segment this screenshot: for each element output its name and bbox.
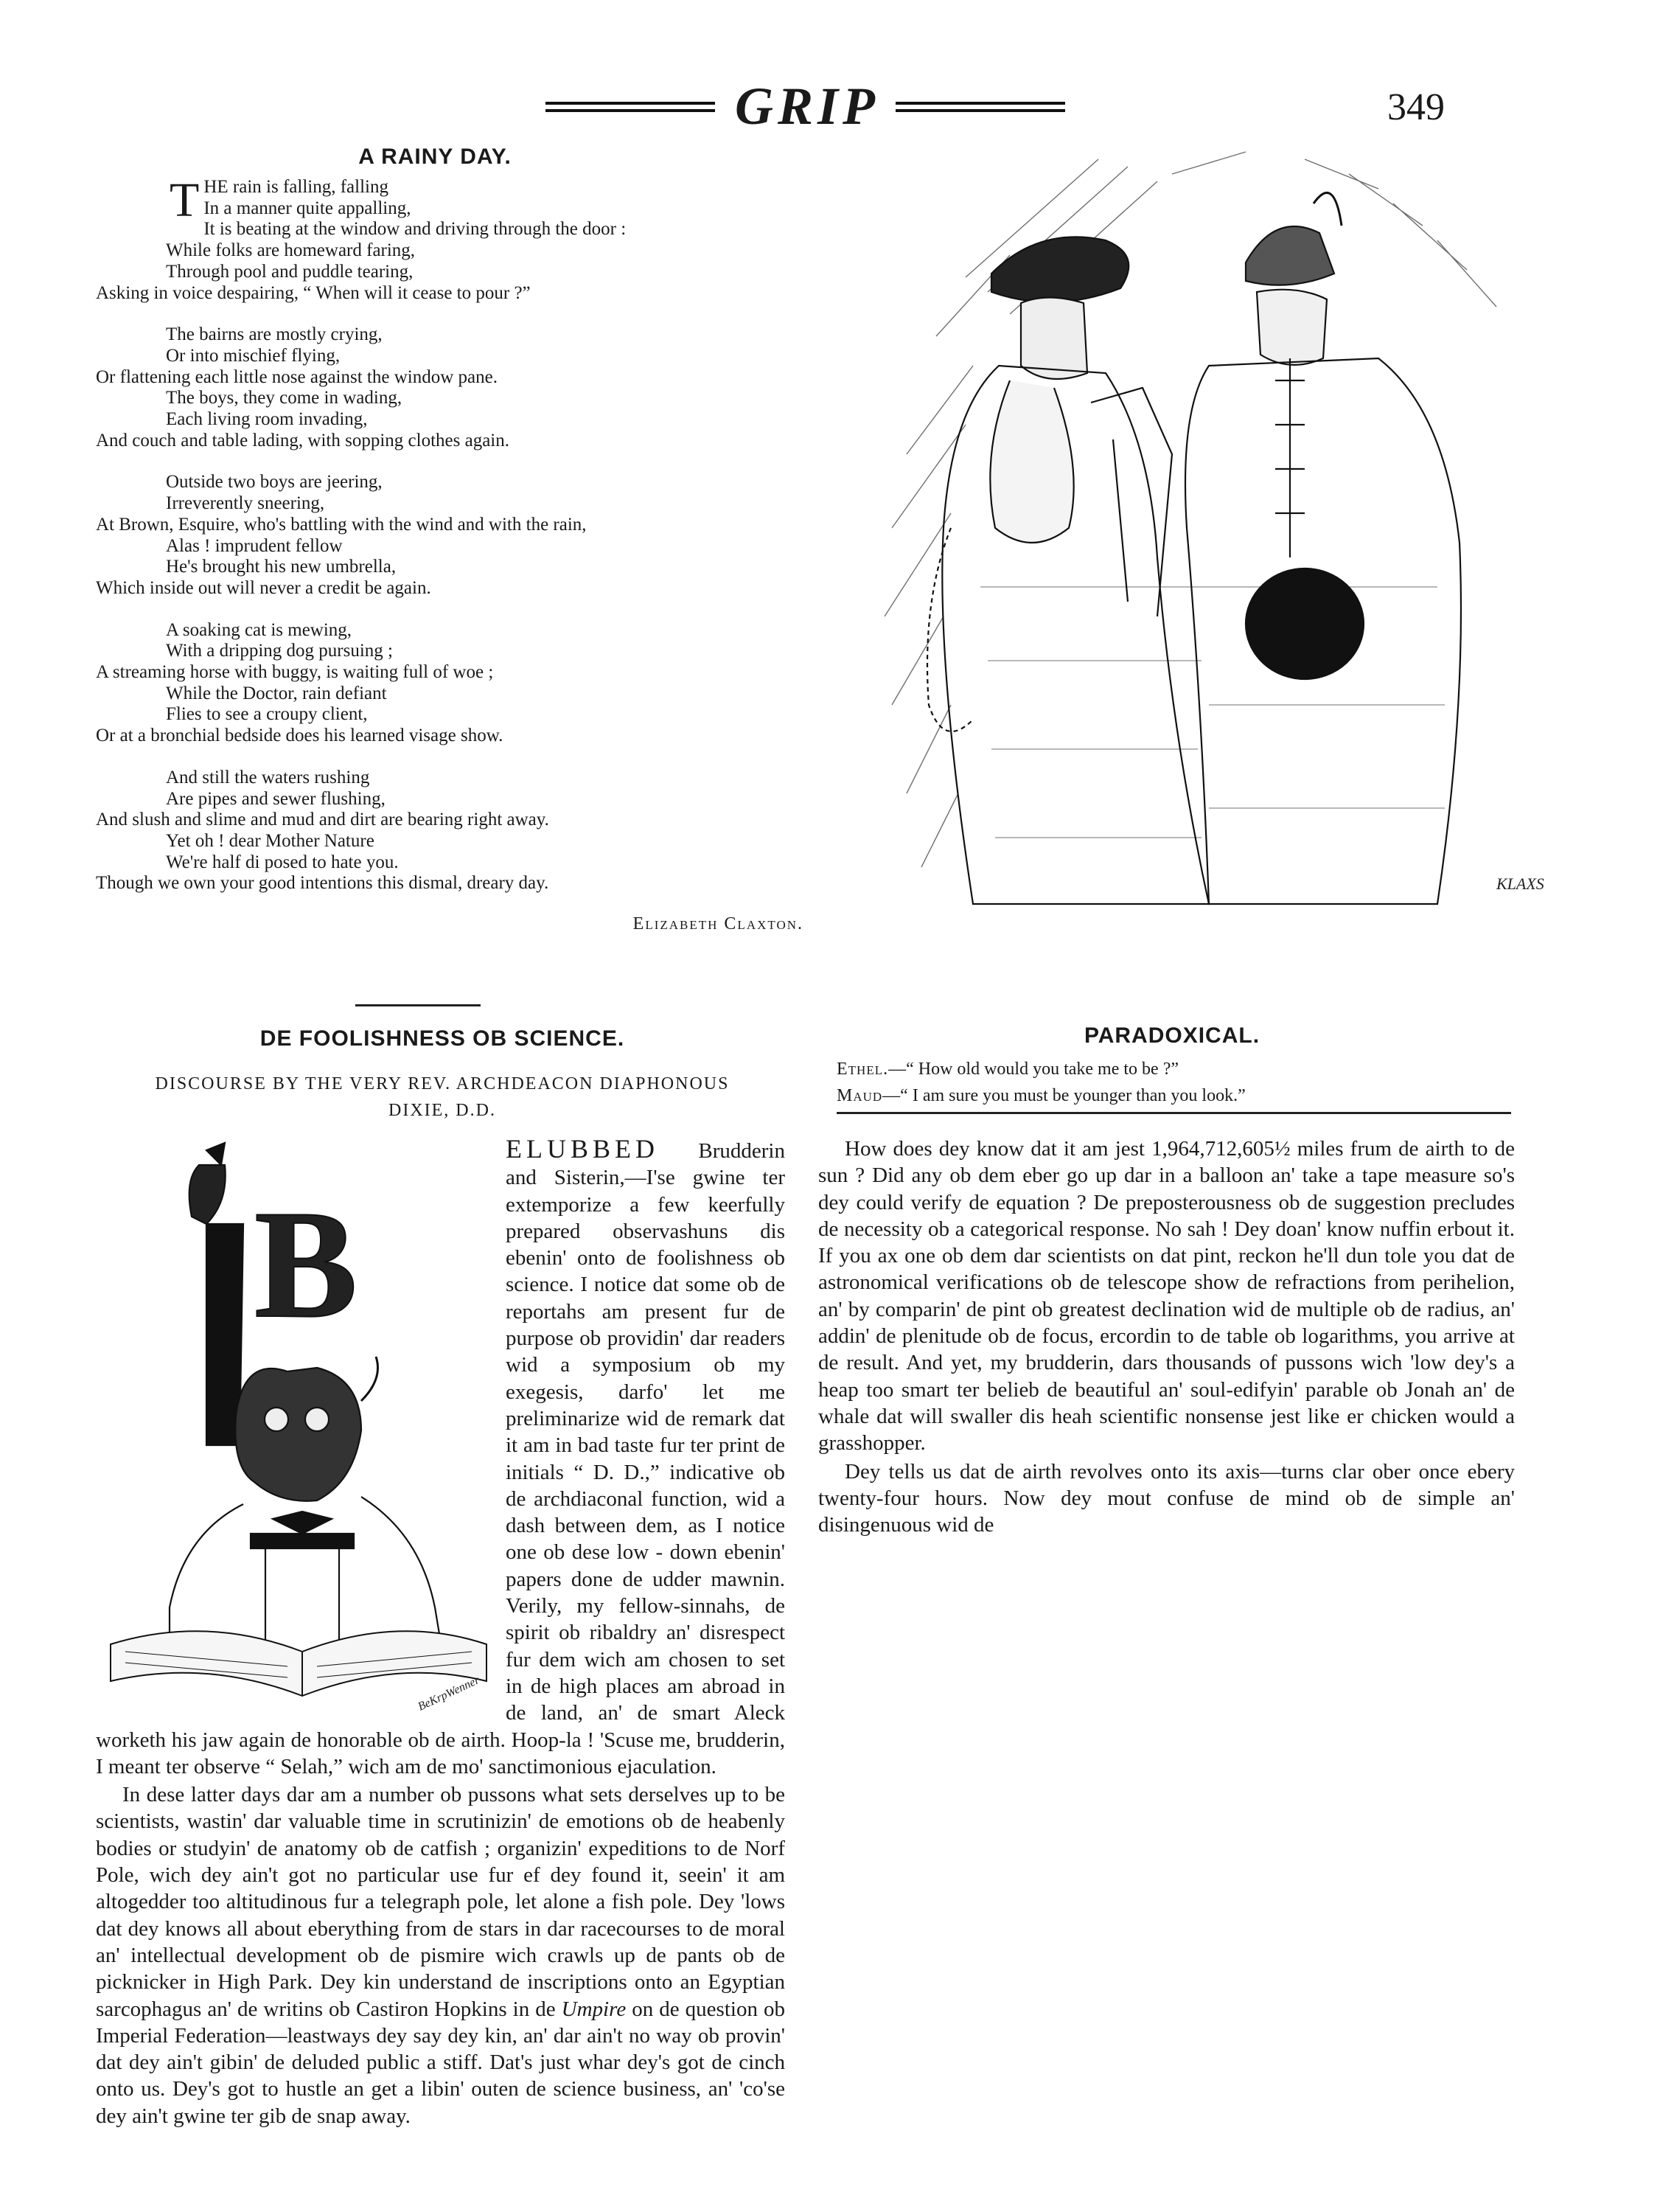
poem-dropcap: T xyxy=(170,173,200,227)
poem-line: Irreverently sneering, xyxy=(166,493,325,514)
poem-stanza xyxy=(96,173,803,304)
preacher-illustration xyxy=(96,1135,494,1715)
masthead-rule-left xyxy=(545,102,715,112)
subtitle-line-1: DISCOURSE BY THE VERY REV. ARCHDEACON DIAPHONOUS xyxy=(155,1074,730,1093)
poem-line: Alas ! imprudent fellow xyxy=(166,535,343,556)
science-column-right xyxy=(818,1135,1515,2175)
poem-line: The boys, they come in wading, xyxy=(166,388,402,408)
poem-line: A soaking cat is mewing, xyxy=(166,619,352,640)
science-paragraph: How does dey know dat it am jest 1,964,712,605½ miles frum de airth to de sun ? Did any ob dem eber go up dar in a balloon an' take a tape measure so's dey could verify de equation ? De preposterousness ob de suggestion precludes de necessity ob a categorical response. No sah ! Dey doan' know nuffin erbout it. If you ax one ob dem dar scientists on dat pint, reckon he'll dun tole you dat de astronomical verifications ob de telescope show de refractions from perihelion, an' by comparin' de pint ob greatest declination wid de multiple ob de radius, an' addin' de plenitude ob de focus, ercordin to de table ob logarithms, you arrive at de result. And yet, my brudderin, dars thousands of pussons wich 'low dey's a heap too smart ter belieb de beautiful an' soul-edifyin' parable ob Jonah an' de whale dat will swaller dis heah scientific nonsense jest like er chicken would a grasshopper. xyxy=(818,1137,1515,1455)
preacher-illustration-signature: BeKrpWenner xyxy=(416,1674,482,1714)
masthead-rule-right xyxy=(896,102,1065,112)
poem-line: In a manner quite appalling, xyxy=(203,198,411,218)
woman-right xyxy=(1185,192,1461,904)
poem-line: We're half di posed to hate you. xyxy=(166,852,399,872)
pointing-finger xyxy=(206,1143,225,1165)
poem-line: Each living room invading, xyxy=(166,409,368,430)
science-paragraph: ELUBBED Brudderin and Sisterin,—I'se gwine ter extemporize a few keerfully prepared observashuns dis ebenin' onto de foolishness ob science. I notice dat some ob de reportahs am present fur de purpose ob providin' dar readers wid a symposium ob my exegesis, darfo' let me preliminarize wid de remark dat it am in bad taste fur ter print de initials “ D. D.,” indicative ob de archdiaconal function, wid a dash between dem, as I notice one ob dese low - down ebenin' papers done de udder mawnin. Verily, my fellow-sinnahs, de spirit ob ribaldry an' disrespect fur dem wich am chosen to set in de high places am abroad in de land, an' de smart Aleck worketh his jaw again de honorable ob de airth. Hoop-la ! 'Scuse me, brudderin, I meant ter observe “ Selah,” wich am de mo' sanctimonious ejaculation. xyxy=(96,1134,785,1778)
big-letter-b xyxy=(254,1179,358,1350)
hatching-background xyxy=(885,152,1496,867)
masthead xyxy=(0,74,1660,136)
poem-title: A RAINY DAY. xyxy=(358,145,512,169)
poem-line: THE rain is falling, falling xyxy=(170,173,388,227)
paradoxical-divider xyxy=(837,1112,1511,1114)
poem-line: Yet oh ! dear Mother Nature xyxy=(166,830,374,851)
paradoxical-dialogue xyxy=(837,1056,1515,1109)
science-lead-caps: ELUBBED xyxy=(506,1134,659,1164)
science-paragraph: In dese latter days dar am a number ob pussons what sets derselves up to be scientists, wastin' dar valuable time in scrutinizin' de emotions ob de heabenly bodies or studyin' de anatomy ob de catfish ; organizin' expeditions to de Norf Pole, wich dey ain't got no particular use fur ef dey found it, seein' it am altogedder too altitudinous fur a telegraph pole, let alone a fish pole. Dey 'lows dat dey knows all about eberything from de stars in dar racecourses to de moral an' intellectual development ob de pismire wich crawls up de pants ob de picknicker in High Park. Dey kin understand de inscriptions onto an Egyptian sarcophagus an' de writins ob Castiron Hopkins in de Umpire on de question ob Imperial Federation—leastways dey say dey kin, an' dar ain't no way ob provin' dat dey ain't gibin' de deluded public a stiff. Dat's just whar dey's got de cinch onto us. Dey's got to hustle an get a libin' outen de science business, an' 'co'se dey ain't gwine ter gib de snap away. xyxy=(96,1783,785,2128)
poem-line: Or flattening each little nose against the window pane. xyxy=(96,366,498,387)
page-number: 349 xyxy=(1387,86,1445,128)
svg-text:B: B xyxy=(254,1179,358,1350)
poem-line: And couch and table lading, with sopping clothes again. xyxy=(96,430,509,451)
masthead-title: GRIP xyxy=(734,77,880,136)
woman-left xyxy=(927,237,1209,904)
poem-line: He's brought his new umbrella, xyxy=(166,557,397,577)
poem-line: While the Doctor, rain defiant xyxy=(166,683,387,703)
poem-stanza xyxy=(96,768,803,894)
dialogue-line: Maud—“ I am sure you must be younger than you look.” xyxy=(837,1086,1246,1105)
two-women-illustration xyxy=(862,145,1563,978)
poem-stanza xyxy=(96,324,803,451)
poem-line: Though we own your good intentions this dismal, dreary day. xyxy=(96,873,549,894)
poem-line: While folks are homeward faring, xyxy=(166,240,416,261)
paradoxical-title: PARADOXICAL. xyxy=(1084,1023,1260,1048)
illustration-signature: KLAXS xyxy=(1496,874,1544,893)
poem-line: Flies to see a croupy client, xyxy=(166,704,368,725)
poem-line: And still the waters rushing xyxy=(166,767,370,787)
poem-line: Are pipes and sewer flushing, xyxy=(166,788,386,809)
poem-line: And slush and slime and mud and dirt are bearing right away. xyxy=(96,810,549,830)
preacher-face xyxy=(235,1368,361,1501)
poem-stanza xyxy=(96,620,803,747)
science-paragraph: Dey tells us dat de airth revolves onto its axis—turns clar ober once ebery twenty-four hours. Now dey mout confuse de mind ob de simple an' disingenuous wid de xyxy=(818,1459,1515,1537)
poem-line: With a dripping dog pursuing ; xyxy=(166,641,393,661)
poem-line: Or into mischief flying, xyxy=(166,345,341,366)
science-column-left xyxy=(96,1135,785,2175)
poem-line: Asking in voice despairing, “ When will it cease to pour ?” xyxy=(96,282,531,303)
dialogue-line: Ethel.—“ How old would you take me to be ?” xyxy=(837,1060,1179,1079)
poem-author: Elizabeth Claxton. xyxy=(632,914,803,934)
poem-line: It is beating at the window and driving through the door : xyxy=(203,219,627,240)
poem-divider xyxy=(355,1004,481,1006)
poem-line: Which inside out will never a credit be again. xyxy=(96,577,431,598)
poem-stanza xyxy=(96,472,803,599)
poem-line: Or at a bronchial bedside does his learned visage show. xyxy=(96,726,503,746)
poem-line: At Brown, Esquire, who's battling with the wind and with the rain, xyxy=(96,514,587,535)
poem-line: Outside two boys are jeering, xyxy=(166,472,383,493)
poem-line: A streaming horse with buggy, is waiting full of woe ; xyxy=(96,662,494,683)
open-book xyxy=(111,1631,487,1696)
poem-body xyxy=(96,173,803,935)
poem-line: The bairns are mostly crying, xyxy=(166,324,383,345)
poem-line: Through pool and puddle tearing, xyxy=(166,261,414,282)
science-article-title: DE FOOLISHNESS OB SCIENCE. xyxy=(259,1026,625,1051)
science-article-subtitle xyxy=(100,1071,785,1124)
subtitle-line-2: DIXIE, D.D. xyxy=(388,1101,496,1120)
